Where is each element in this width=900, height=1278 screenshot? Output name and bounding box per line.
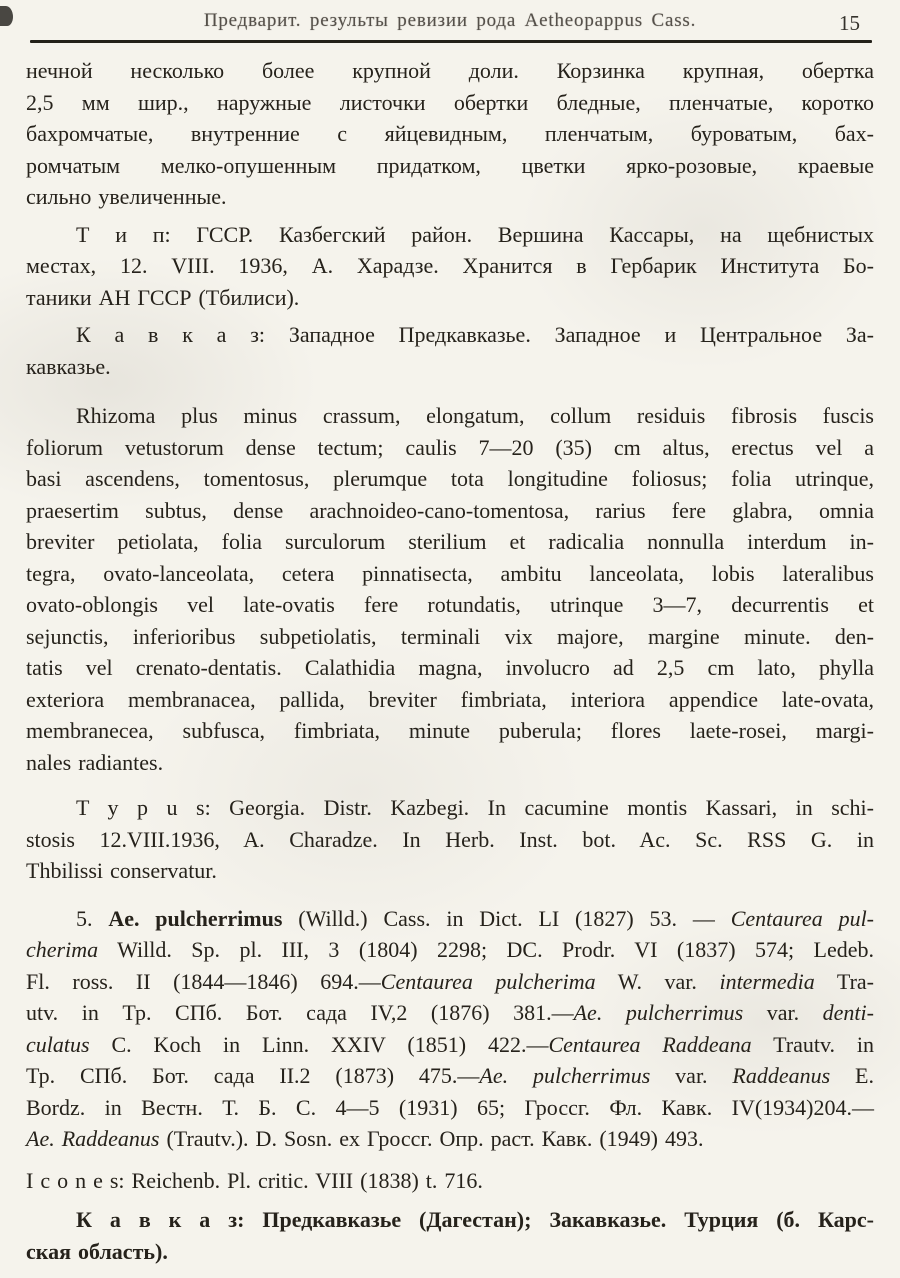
styled-text-run: cherima: [26, 937, 99, 962]
page-number: 15: [839, 11, 860, 35]
text-line: [26, 558, 874, 590]
text-run: таники АН ГССР (Тбилиси).: [26, 284, 300, 310]
text-run: кавказье.: [26, 353, 111, 379]
text-line: [26, 463, 874, 495]
scan-smudge: [0, 6, 13, 26]
text-run: бахромчатые, внутренние с яйцевидным, пленчатым, буроватым, бах-: [26, 121, 874, 146]
styled-text-run: Raddeanus: [732, 1063, 831, 1088]
text-line: [26, 319, 874, 351]
text-run: Bordz. in Вестн. Т. Б. С. 4—5 (1931) 65; Гроссг. Фл. Кавк. IV(1934)204.—: [26, 1094, 874, 1120]
continuation-paragraph-ru: [26, 55, 874, 213]
text-run: местах, 12. VIII. 1936, А. Харадзе. Хранится в Гербарик Института Бо-: [26, 253, 874, 278]
text-run: Tra-: [814, 968, 875, 994]
species-5-synonymy: [26, 903, 874, 1155]
text-line: [26, 855, 874, 887]
text-run: I c o n e s: Reichenb. Pl. critic. VIII (1838) t. 716.: [26, 1167, 483, 1193]
text-run: C. Koch in Linn. XXIV (1851) 422.—: [89, 1031, 549, 1057]
text-run: нечной несколько более крупной доли. Корзинка крупная, обертка: [26, 58, 874, 83]
text-run: T y p u s: Georgia. Distr. Kazbegi. In cacumine montis Kassari, in schi-: [76, 795, 874, 820]
text-run: Trautv. in: [751, 1031, 875, 1057]
caucasus-distribution-2-ru: [26, 1204, 874, 1267]
text-run: К а в к а з: Предкавказье (Дагестан); Закавказье. Турция (б. Карс-: [76, 1207, 874, 1232]
text-run: stosis 12.VIII.1936, A. Charadze. In Herb. Inst. bot. Ac. Sc. RSS G. in: [26, 826, 874, 852]
text-run: Rhizoma plus minus crassum, elongatum, collum residuis fibrosis fuscis: [76, 403, 874, 428]
text-run: Т и п: ГССР. Казбегский район. Вершина Кассары, на щебнистых: [76, 221, 874, 247]
type-paragraph-ru: [26, 219, 874, 314]
text-run: 2,5 мм шир., наружные листочки обертки бледные, пленчатые, коротко: [26, 89, 874, 115]
text-line: [26, 903, 874, 935]
text-line: [26, 351, 874, 383]
text-run: nales radiantes.: [26, 749, 164, 775]
text-line: [26, 684, 874, 716]
latin-diagnosis: [26, 400, 874, 778]
text-line: [26, 1204, 874, 1236]
text-line: [26, 589, 874, 621]
text-line: [26, 715, 874, 747]
styled-text-run: Ae. pulcherrimus: [108, 905, 283, 931]
text-run: Fl. ross. II (1844—1846) 694.—: [26, 968, 381, 994]
text-run: ская область).: [26, 1238, 168, 1264]
text-run: (Willd.) Cass. in Dict. LI (1827) 53. —: [282, 905, 731, 931]
header-rule: [30, 40, 872, 43]
styled-text-run: culatus: [26, 1031, 90, 1057]
text-line: [26, 1060, 874, 1092]
text-line: [26, 181, 874, 213]
text-run: Willd. Sp. pl. III, 3 (1804) 2298; DC. Prodr. VI (1837) 574; Ledeb.: [98, 937, 874, 962]
text-run: E.: [830, 1063, 874, 1088]
text-run: 5.: [76, 905, 109, 931]
styled-text-run: intermedia: [719, 968, 815, 994]
text-line: [26, 118, 874, 150]
text-line: [26, 219, 874, 251]
text-line: [26, 824, 874, 856]
text-run: var.: [743, 1000, 823, 1025]
styled-text-run: Centaurea pul-: [730, 905, 875, 931]
text-run: membranecea, subfusca, fimbriata, minute puberula; flores laete-rosei, margi-: [26, 718, 874, 743]
text-line: [26, 526, 874, 558]
text-run: К а в к а з: Западное Предкавказье. Западное и Центральное За-: [76, 322, 874, 347]
text-run: Тр. СПб. Бот. сада II.2 (1873) 475.—: [26, 1063, 480, 1088]
styled-text-run: Ae. Raddeanus: [26, 1126, 160, 1151]
text-run: breviter petiolata, folia surculorum sterilium et radicalia nonnulla interdum in-: [26, 529, 874, 554]
text-line: [26, 150, 874, 182]
text-run: Thbilissi conservatur.: [26, 858, 217, 883]
text-run: ромчатым мелко-опушенным придатком, цветки ярко-розовые, краевые: [26, 152, 874, 178]
running-header: [26, 7, 874, 35]
text-line: [26, 1092, 874, 1124]
text-line: [26, 282, 874, 314]
text-line: [26, 55, 874, 87]
text-line: [26, 400, 874, 432]
typus-paragraph-la: [26, 792, 874, 887]
text-run: var.: [650, 1063, 733, 1088]
text-line: [26, 997, 874, 1029]
text-line: [26, 792, 874, 824]
text-line: [26, 1236, 874, 1268]
styled-text-run: Ae. pulcherrimus: [479, 1063, 651, 1088]
text-run: exteriora membranacea, pallida, breviter fimbriata, interiora appendice late-ovata,: [26, 686, 874, 712]
text-run: sejunctis, inferioribus subpetiolatis, terminali vix majore, margine minute. den-: [26, 623, 874, 649]
text-line: [26, 1165, 874, 1197]
text-line: [26, 966, 874, 998]
styled-text-run: Centaurea pulcherima: [380, 968, 596, 994]
text-line: [26, 1123, 874, 1155]
text-line: [26, 621, 874, 653]
styled-text-run: Centaurea Raddeana: [548, 1031, 752, 1057]
caucasus-distribution-ru: [26, 319, 874, 382]
text-line: [26, 1029, 874, 1061]
text-line: [26, 432, 874, 464]
text-run: tegra, ovato-lanceolata, cetera pinnatisecta, ambitu lanceolata, lobis lateralibus: [26, 560, 874, 586]
running-header-title: Предварит. результы ревизии рода Aetheopappus Cass.: [203, 10, 697, 31]
text-run: basi ascendens, tomentosus, plerumque tota longitudine foliosus; folia utrinque,: [26, 466, 874, 491]
text-run: tatis vel crenato-dentatis. Calathidia magna, involucro ad 2,5 cm lato, phylla: [26, 655, 874, 680]
icones-line: [26, 1165, 874, 1197]
text-line: [26, 250, 874, 282]
text-line: [26, 934, 874, 966]
text-run: W. var.: [595, 968, 720, 994]
text-line: [26, 87, 874, 119]
styled-text-run: denti-: [822, 1000, 874, 1025]
text-line: [26, 495, 874, 527]
text-line: [26, 747, 874, 779]
styled-text-run: Ae. pulcherrimus: [573, 1000, 744, 1025]
text-line: [26, 652, 874, 684]
text-run: foliorum vetustorum dense tectum; caulis 7—20 (35) cm altus, erectus vel a: [26, 434, 874, 460]
text-run: ovato-oblongis vel late-ovatis fere rotundatis, utrinque 3—7, decurrentis et: [26, 592, 874, 617]
text-run: (Trautv.). D. Sosn. ex Гроссг. Опр. раст. Кавк. (1949) 493.: [159, 1126, 704, 1151]
text-run: praesertim subtus, dense arachnoideo-cano-tomentosa, rarius fere glabra, omnia: [26, 497, 874, 523]
text-run: сильно увеличенные.: [26, 184, 227, 209]
text-block: [26, 55, 874, 1267]
text-run: utv. in Тр. СПб. Бот. сада IV,2 (1876) 381.—: [26, 1000, 574, 1025]
